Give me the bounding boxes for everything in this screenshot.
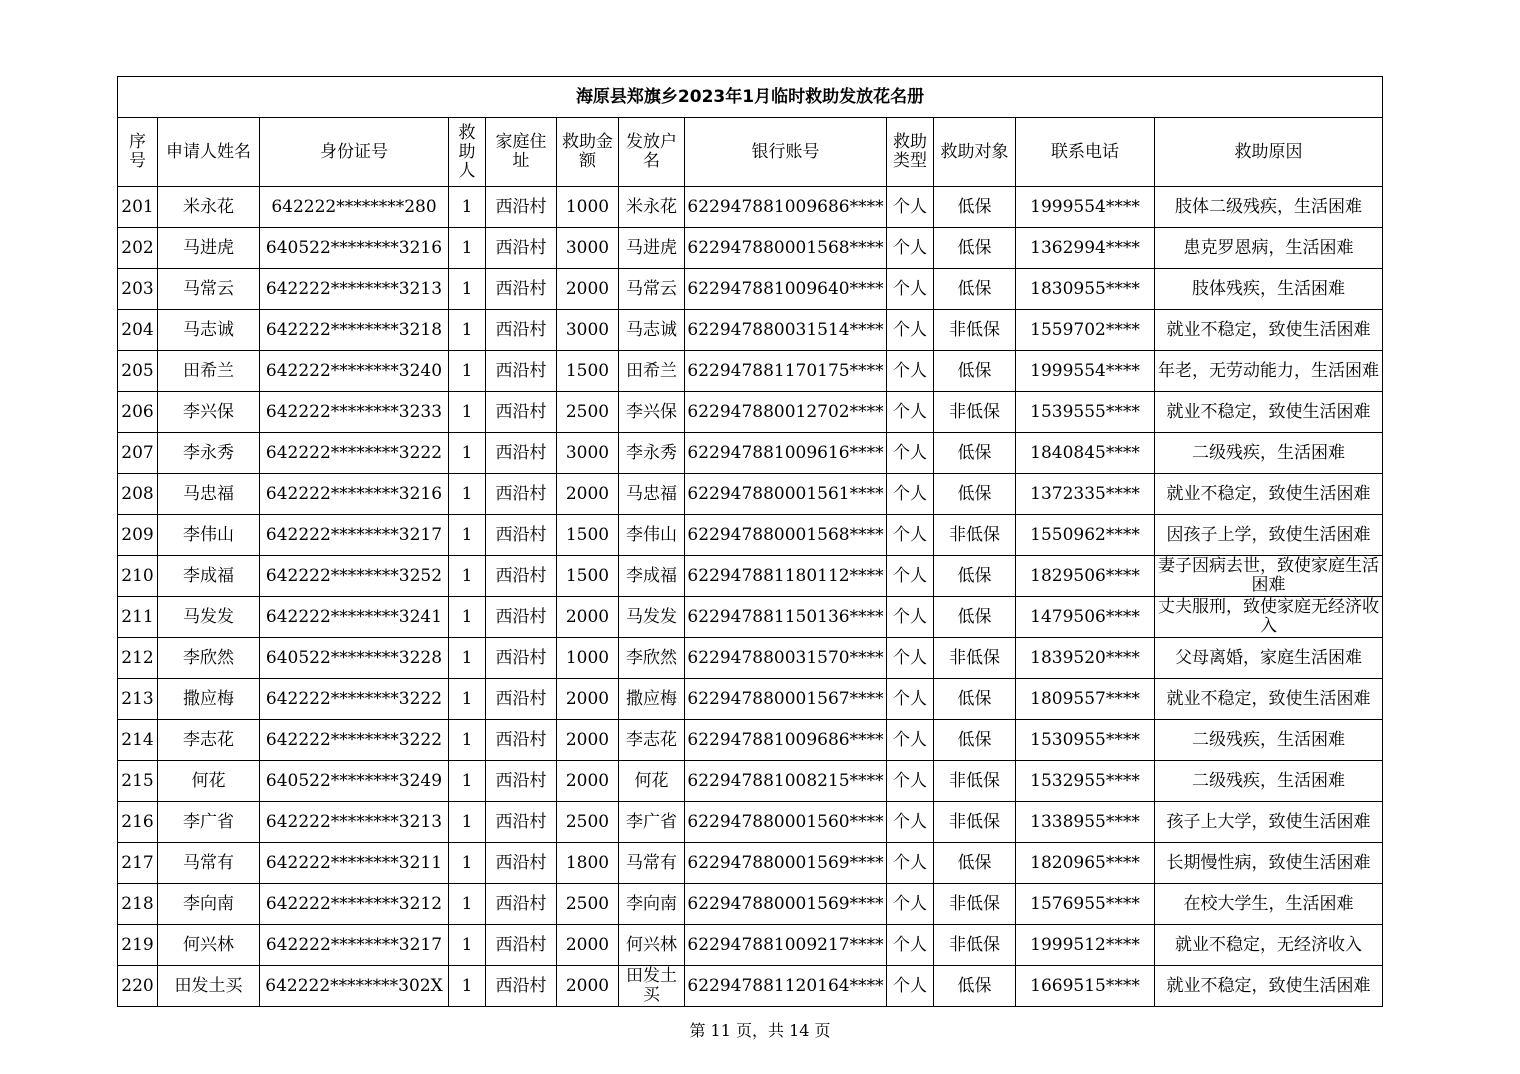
cell-name: 李伟山 (158, 515, 260, 556)
cell-bank: 622947881180112**** (685, 556, 887, 597)
cell-count: 1 (449, 187, 486, 228)
table-row (118, 966, 1383, 1007)
cell-no: 214 (118, 720, 158, 761)
cell-payee: 何兴林 (619, 925, 685, 966)
cell-name: 米永花 (158, 187, 260, 228)
table-row (118, 515, 1383, 556)
cell-type: 个人 (887, 761, 934, 802)
cell-addr: 西沿村 (486, 966, 557, 1007)
cell-bank: 622947880031570**** (685, 638, 887, 679)
cell-target: 低保 (934, 433, 1016, 474)
col-header-target: 救助对象 (934, 118, 1016, 187)
cell-phone: 1999512**** (1016, 925, 1155, 966)
cell-name: 田希兰 (158, 351, 260, 392)
cell-addr: 西沿村 (486, 556, 557, 597)
cell-payee: 米永花 (619, 187, 685, 228)
cell-reason: 就业不稳定，致使生活困难 (1155, 474, 1383, 515)
cell-count: 1 (449, 966, 486, 1007)
cell-type: 个人 (887, 679, 934, 720)
cell-reason: 在校大学生，生活困难 (1155, 884, 1383, 925)
col-header-count: 救助人 (449, 118, 486, 187)
cell-type: 个人 (887, 925, 934, 966)
cell-name: 马发发 (158, 597, 260, 638)
cell-addr: 西沿村 (486, 679, 557, 720)
cell-no: 215 (118, 761, 158, 802)
cell-target: 非低保 (934, 392, 1016, 433)
cell-reason: 就业不稳定，致使生活困难 (1155, 310, 1383, 351)
cell-addr: 西沿村 (486, 474, 557, 515)
cell-type: 个人 (887, 638, 934, 679)
cell-addr: 西沿村 (486, 925, 557, 966)
cell-amount: 2000 (557, 269, 619, 310)
cell-phone: 1559702**** (1016, 310, 1155, 351)
cell-no: 209 (118, 515, 158, 556)
cell-bank: 622947880001568**** (685, 228, 887, 269)
cell-phone: 1539555**** (1016, 392, 1155, 433)
cell-payee: 撒应梅 (619, 679, 685, 720)
cell-target: 非低保 (934, 925, 1016, 966)
table-row (118, 843, 1383, 884)
cell-amount: 1000 (557, 187, 619, 228)
cell-payee: 马进虎 (619, 228, 685, 269)
cell-count: 1 (449, 433, 486, 474)
cell-bank: 622947881120164**** (685, 966, 887, 1007)
cell-payee: 马常有 (619, 843, 685, 884)
cell-addr: 西沿村 (486, 228, 557, 269)
cell-count: 1 (449, 802, 486, 843)
cell-phone: 1532955**** (1016, 761, 1155, 802)
cell-addr: 西沿村 (486, 351, 557, 392)
cell-target: 非低保 (934, 884, 1016, 925)
cell-no: 210 (118, 556, 158, 597)
cell-phone: 1830955**** (1016, 269, 1155, 310)
cell-name: 李广省 (158, 802, 260, 843)
cell-id: 640522********3216 (260, 228, 449, 269)
cell-addr: 西沿村 (486, 187, 557, 228)
cell-count: 1 (449, 597, 486, 638)
cell-reason: 就业不稳定，致使生活困难 (1155, 966, 1383, 1007)
cell-reason: 丈夫服刑，致使家庭无经济收入 (1155, 597, 1383, 638)
cell-count: 1 (449, 556, 486, 597)
cell-count: 1 (449, 310, 486, 351)
cell-id: 642222********302X (260, 966, 449, 1007)
cell-target: 非低保 (934, 515, 1016, 556)
cell-bank: 622947881009686**** (685, 187, 887, 228)
cell-amount: 1500 (557, 556, 619, 597)
cell-target: 低保 (934, 556, 1016, 597)
cell-no: 208 (118, 474, 158, 515)
cell-phone: 1362994**** (1016, 228, 1155, 269)
cell-type: 个人 (887, 187, 934, 228)
cell-payee: 李兴保 (619, 392, 685, 433)
cell-target: 非低保 (934, 802, 1016, 843)
cell-phone: 1479506**** (1016, 597, 1155, 638)
cell-bank: 622947880001567**** (685, 679, 887, 720)
col-header-id: 身份证号 (260, 118, 449, 187)
col-header-type: 救助类型 (887, 118, 934, 187)
cell-target: 低保 (934, 843, 1016, 884)
cell-type: 个人 (887, 269, 934, 310)
cell-reason: 年老，无劳动能力，生活困难 (1155, 351, 1383, 392)
cell-payee: 马发发 (619, 597, 685, 638)
table-row (118, 556, 1383, 597)
cell-count: 1 (449, 720, 486, 761)
cell-bank: 622947880001568**** (685, 515, 887, 556)
cell-name: 李欣然 (158, 638, 260, 679)
cell-target: 非低保 (934, 638, 1016, 679)
cell-id: 642222********3217 (260, 925, 449, 966)
cell-no: 212 (118, 638, 158, 679)
cell-type: 个人 (887, 310, 934, 351)
cell-amount: 2500 (557, 392, 619, 433)
cell-name: 李永秀 (158, 433, 260, 474)
cell-type: 个人 (887, 597, 934, 638)
cell-no: 201 (118, 187, 158, 228)
cell-payee: 李成福 (619, 556, 685, 597)
cell-addr: 西沿村 (486, 843, 557, 884)
cell-target: 低保 (934, 966, 1016, 1007)
cell-amount: 3000 (557, 228, 619, 269)
cell-id: 642222********3216 (260, 474, 449, 515)
cell-reason: 二级残疾，生活困难 (1155, 433, 1383, 474)
cell-addr: 西沿村 (486, 720, 557, 761)
table-row (118, 761, 1383, 802)
cell-no: 204 (118, 310, 158, 351)
cell-id: 642222********3213 (260, 269, 449, 310)
cell-name: 马进虎 (158, 228, 260, 269)
cell-id: 642222********3222 (260, 679, 449, 720)
table-row (118, 269, 1383, 310)
table-row (118, 392, 1383, 433)
cell-payee: 马志诚 (619, 310, 685, 351)
cell-amount: 3000 (557, 433, 619, 474)
cell-name: 何兴林 (158, 925, 260, 966)
cell-bank: 622947881009616**** (685, 433, 887, 474)
cell-payee: 李伟山 (619, 515, 685, 556)
cell-target: 非低保 (934, 310, 1016, 351)
cell-reason: 就业不稳定，致使生活困难 (1155, 679, 1383, 720)
cell-no: 205 (118, 351, 158, 392)
cell-id: 642222********3252 (260, 556, 449, 597)
document-title: 海原县郑旗乡2023年1月临时救助发放花名册 (118, 77, 1383, 118)
table-row (118, 187, 1383, 228)
relief-roster-table (117, 76, 1383, 1007)
cell-addr: 西沿村 (486, 802, 557, 843)
page-footer: 第 11 页，共 14 页 (689, 1021, 831, 1040)
cell-count: 1 (449, 884, 486, 925)
cell-no: 211 (118, 597, 158, 638)
cell-amount: 1500 (557, 515, 619, 556)
cell-target: 低保 (934, 228, 1016, 269)
cell-id: 642222********3213 (260, 802, 449, 843)
cell-bank: 622947880001561**** (685, 474, 887, 515)
cell-addr: 西沿村 (486, 761, 557, 802)
cell-bank: 622947881009686**** (685, 720, 887, 761)
cell-bank: 622947881170175**** (685, 351, 887, 392)
cell-bank: 622947881150136**** (685, 597, 887, 638)
cell-target: 低保 (934, 269, 1016, 310)
cell-payee: 何花 (619, 761, 685, 802)
cell-payee: 李广省 (619, 802, 685, 843)
table-row (118, 802, 1383, 843)
table-row (118, 310, 1383, 351)
cell-bank: 622947880031514**** (685, 310, 887, 351)
cell-bank: 622947880012702**** (685, 392, 887, 433)
cell-count: 1 (449, 392, 486, 433)
cell-id: 642222********3222 (260, 433, 449, 474)
cell-payee: 李欣然 (619, 638, 685, 679)
cell-reason: 父母离婚，家庭生活困难 (1155, 638, 1383, 679)
cell-name: 李向南 (158, 884, 260, 925)
cell-phone: 1839520**** (1016, 638, 1155, 679)
cell-name: 李兴保 (158, 392, 260, 433)
cell-count: 1 (449, 515, 486, 556)
col-header-phone: 联系电话 (1016, 118, 1155, 187)
cell-type: 个人 (887, 392, 934, 433)
cell-amount: 2000 (557, 966, 619, 1007)
cell-reason: 二级残疾，生活困难 (1155, 761, 1383, 802)
cell-count: 1 (449, 269, 486, 310)
cell-addr: 西沿村 (486, 638, 557, 679)
cell-payee: 田希兰 (619, 351, 685, 392)
cell-reason: 就业不稳定，致使生活困难 (1155, 392, 1383, 433)
cell-id: 640522********3249 (260, 761, 449, 802)
cell-name: 马忠福 (158, 474, 260, 515)
cell-payee: 田发土买 (619, 966, 685, 1007)
cell-id: 642222********3233 (260, 392, 449, 433)
cell-name: 何花 (158, 761, 260, 802)
col-header-payee: 发放户名 (619, 118, 685, 187)
cell-phone: 1372335**** (1016, 474, 1155, 515)
table-row (118, 597, 1383, 638)
cell-bank: 622947880001560**** (685, 802, 887, 843)
cell-amount: 3000 (557, 310, 619, 351)
cell-phone: 1829506**** (1016, 556, 1155, 597)
cell-amount: 1800 (557, 843, 619, 884)
cell-payee: 马忠福 (619, 474, 685, 515)
cell-target: 低保 (934, 187, 1016, 228)
cell-amount: 2000 (557, 474, 619, 515)
cell-amount: 1500 (557, 351, 619, 392)
cell-no: 219 (118, 925, 158, 966)
cell-phone: 1999554**** (1016, 187, 1155, 228)
cell-id: 642222********3241 (260, 597, 449, 638)
cell-reason: 患克罗恩病，生活困难 (1155, 228, 1383, 269)
cell-reason: 孩子上大学，致使生活困难 (1155, 802, 1383, 843)
cell-count: 1 (449, 843, 486, 884)
cell-no: 218 (118, 884, 158, 925)
cell-type: 个人 (887, 474, 934, 515)
cell-bank: 622947881008215**** (685, 761, 887, 802)
cell-phone: 1669515**** (1016, 966, 1155, 1007)
table-row (118, 638, 1383, 679)
cell-type: 个人 (887, 843, 934, 884)
cell-type: 个人 (887, 228, 934, 269)
cell-addr: 西沿村 (486, 884, 557, 925)
col-header-amount: 救助金额 (557, 118, 619, 187)
cell-phone: 1820965**** (1016, 843, 1155, 884)
cell-count: 1 (449, 679, 486, 720)
cell-count: 1 (449, 474, 486, 515)
cell-amount: 2500 (557, 884, 619, 925)
cell-phone: 1999554**** (1016, 351, 1155, 392)
cell-amount: 2000 (557, 597, 619, 638)
cell-target: 低保 (934, 474, 1016, 515)
cell-id: 642222********3212 (260, 884, 449, 925)
title-row (118, 77, 1383, 118)
col-header-bank: 银行账号 (685, 118, 887, 187)
cell-id: 642222********280 (260, 187, 449, 228)
table-row (118, 720, 1383, 761)
table-row (118, 925, 1383, 966)
cell-count: 1 (449, 638, 486, 679)
cell-phone: 1338955**** (1016, 802, 1155, 843)
cell-payee: 李向南 (619, 884, 685, 925)
cell-reason: 肢体二级残疾，生活困难 (1155, 187, 1383, 228)
cell-no: 203 (118, 269, 158, 310)
cell-target: 非低保 (934, 761, 1016, 802)
cell-count: 1 (449, 925, 486, 966)
cell-id: 642222********3240 (260, 351, 449, 392)
cell-no: 217 (118, 843, 158, 884)
cell-name: 撒应梅 (158, 679, 260, 720)
cell-target: 低保 (934, 679, 1016, 720)
col-header-reason: 救助原因 (1155, 118, 1383, 187)
cell-phone: 1809557**** (1016, 679, 1155, 720)
cell-amount: 2000 (557, 679, 619, 720)
cell-name: 李成福 (158, 556, 260, 597)
cell-name: 马常云 (158, 269, 260, 310)
cell-type: 个人 (887, 433, 934, 474)
cell-amount: 2000 (557, 925, 619, 966)
cell-no: 206 (118, 392, 158, 433)
cell-reason: 因孩子上学，致使生活困难 (1155, 515, 1383, 556)
cell-phone: 1576955**** (1016, 884, 1155, 925)
cell-reason: 长期慢性病，致使生活困难 (1155, 843, 1383, 884)
cell-reason: 肢体残疾，生活困难 (1155, 269, 1383, 310)
cell-target: 低保 (934, 351, 1016, 392)
table-row (118, 884, 1383, 925)
col-header-no: 序号 (118, 118, 158, 187)
cell-reason: 二级残疾，生活困难 (1155, 720, 1383, 761)
cell-amount: 1000 (557, 638, 619, 679)
cell-name: 李志花 (158, 720, 260, 761)
cell-name: 马常有 (158, 843, 260, 884)
cell-target: 低保 (934, 597, 1016, 638)
cell-count: 1 (449, 351, 486, 392)
cell-no: 207 (118, 433, 158, 474)
cell-payee: 李永秀 (619, 433, 685, 474)
cell-addr: 西沿村 (486, 597, 557, 638)
cell-no: 202 (118, 228, 158, 269)
cell-addr: 西沿村 (486, 433, 557, 474)
cell-count: 1 (449, 228, 486, 269)
cell-no: 220 (118, 966, 158, 1007)
cell-addr: 西沿村 (486, 392, 557, 433)
cell-addr: 西沿村 (486, 269, 557, 310)
cell-id: 642222********3211 (260, 843, 449, 884)
cell-bank: 622947881009217**** (685, 925, 887, 966)
cell-type: 个人 (887, 351, 934, 392)
cell-type: 个人 (887, 556, 934, 597)
cell-bank: 622947880001569**** (685, 843, 887, 884)
col-header-name: 申请人姓名 (158, 118, 260, 187)
table-row (118, 679, 1383, 720)
table-row (118, 474, 1383, 515)
cell-amount: 2500 (557, 802, 619, 843)
cell-type: 个人 (887, 884, 934, 925)
cell-reason: 妻子因病去世，致使家庭生活困难 (1155, 556, 1383, 597)
cell-count: 1 (449, 761, 486, 802)
cell-target: 低保 (934, 720, 1016, 761)
cell-no: 216 (118, 802, 158, 843)
cell-type: 个人 (887, 515, 934, 556)
cell-id: 642222********3218 (260, 310, 449, 351)
cell-bank: 622947881009640**** (685, 269, 887, 310)
cell-phone: 1550962**** (1016, 515, 1155, 556)
cell-type: 个人 (887, 720, 934, 761)
cell-phone: 1530955**** (1016, 720, 1155, 761)
cell-payee: 马常云 (619, 269, 685, 310)
table-row (118, 351, 1383, 392)
cell-amount: 2000 (557, 720, 619, 761)
cell-reason: 就业不稳定，无经济收入 (1155, 925, 1383, 966)
cell-type: 个人 (887, 802, 934, 843)
cell-phone: 1840845**** (1016, 433, 1155, 474)
table-row (118, 228, 1383, 269)
col-header-addr: 家庭住址 (486, 118, 557, 187)
cell-name: 田发土买 (158, 966, 260, 1007)
cell-id: 642222********3222 (260, 720, 449, 761)
cell-id: 642222********3217 (260, 515, 449, 556)
header-row (118, 118, 1383, 187)
table-row (118, 433, 1383, 474)
cell-addr: 西沿村 (486, 310, 557, 351)
cell-bank: 622947880001569**** (685, 884, 887, 925)
cell-addr: 西沿村 (486, 515, 557, 556)
cell-no: 213 (118, 679, 158, 720)
cell-id: 640522********3228 (260, 638, 449, 679)
cell-amount: 2000 (557, 761, 619, 802)
cell-name: 马志诚 (158, 310, 260, 351)
cell-type: 个人 (887, 966, 934, 1007)
cell-payee: 李志花 (619, 720, 685, 761)
